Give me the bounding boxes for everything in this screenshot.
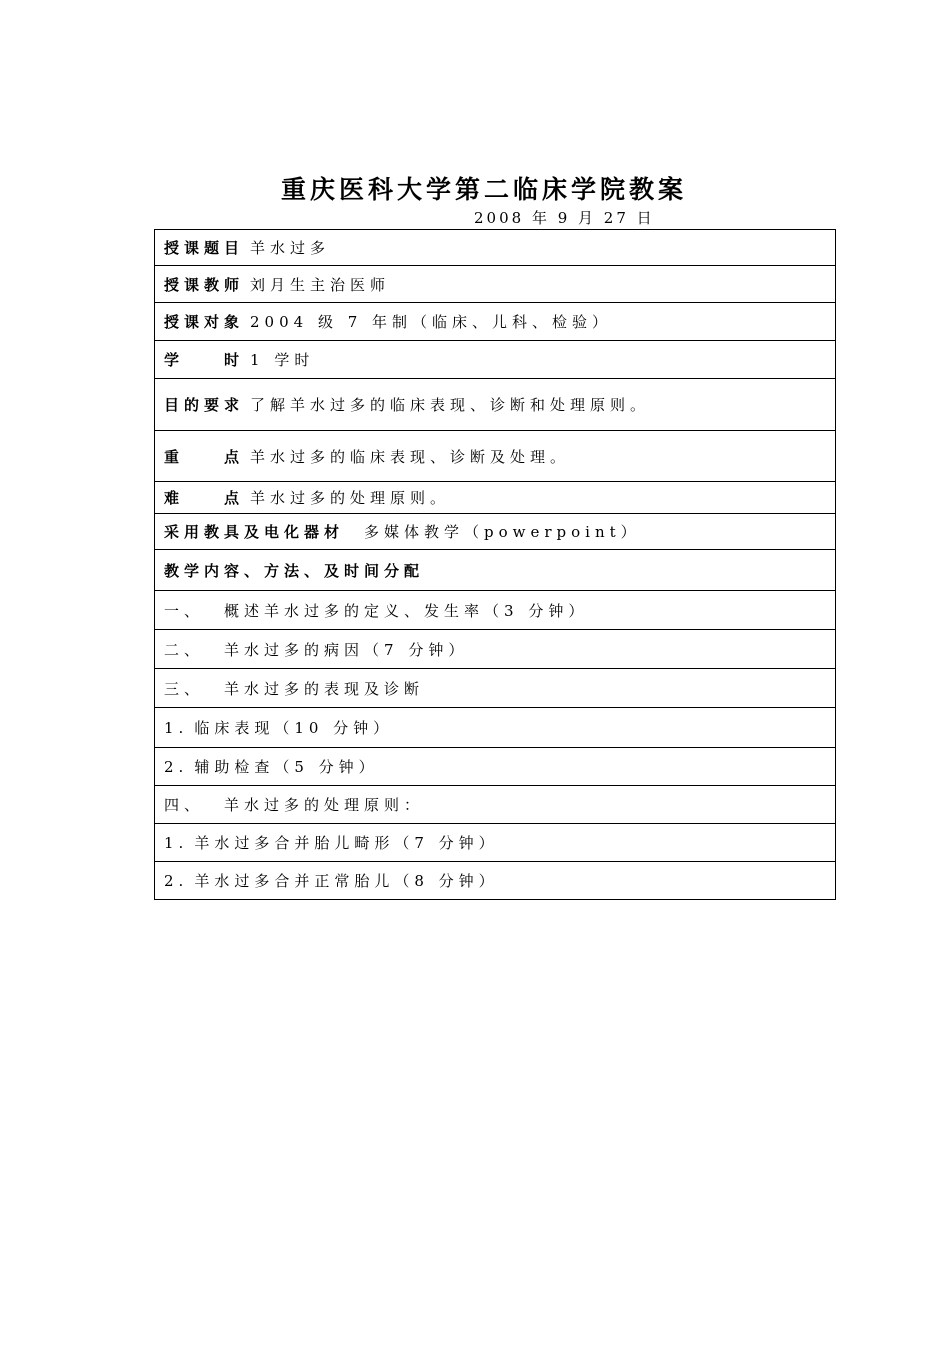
teacher-label: 授课教师 [164,275,245,294]
audience-value: 2004 级 7 年制（临床、儿科、检验） [250,313,613,331]
cell-section-3-2 [155,748,836,786]
row-section-3 [155,669,836,708]
section-4-2-number: 2. [164,872,189,890]
cell-section-1 [155,591,836,630]
row-hours [155,341,836,379]
row-tools [155,514,836,550]
audience-label: 授课对象 [164,313,245,331]
section-3-number: 三、 [164,679,205,698]
section-1-number: 一、 [164,601,205,620]
row-audience [155,303,836,341]
row-section-4 [155,786,836,824]
teacher-value: 刘月生主治医师 [250,275,391,294]
cell-hours [155,341,836,379]
row-content-header [155,550,836,591]
row-topic [155,230,836,266]
cell-topic [155,230,836,266]
section-3-text: 羊水过多的表现及诊断 [224,679,425,698]
section-1-text: 概述羊水过多的定义、发生率（3 分钟） [224,601,589,620]
topic-value: 羊水过多 [250,239,331,257]
cell-audience [155,303,836,341]
content-header: 教学内容、方法、及时间分配 [164,561,425,580]
cell-keypoint [155,431,836,482]
cell-section-4-2 [155,862,836,900]
cell-tools [155,514,836,550]
section-4-1-text: 羊水过多合并胎儿畸形（7 分钟） [194,834,499,852]
cell-objective [155,379,836,431]
row-section-1 [155,591,836,630]
section-3-1-number: 1. [164,719,189,737]
row-section-4-2 [155,862,836,900]
section-3-1-text: 临床表现（10 分钟） [194,719,394,737]
tools-label: 采用教具及电化器材 [164,523,345,541]
section-2-number: 二、 [164,640,205,659]
section-2-text: 羊水过多的病因（7 分钟） [224,640,469,659]
keypoint-value: 羊水过多的临床表现、诊断及处理。 [250,447,571,466]
row-section-4-1 [155,824,836,862]
difficulty-value: 羊水过多的处理原则。 [250,489,451,507]
row-objective [155,379,836,431]
cell-section-4 [155,786,836,824]
section-4-number: 四、 [164,796,205,814]
objective-value: 了解羊水过多的临床表现、诊断和处理原则。 [250,396,651,414]
lesson-plan-table [154,229,836,900]
document-title: 重庆医科大学第二临床学院教案 [280,175,687,204]
section-3-2-text: 辅助检查（5 分钟） [194,758,379,776]
row-section-3-2 [155,748,836,786]
hours-value: 1 学时 [250,351,315,369]
difficulty-label: 难 点 [164,489,245,507]
row-section-3-1 [155,708,836,748]
row-teacher [155,266,836,303]
cell-difficulty [155,482,836,514]
cell-section-3-1 [155,708,836,748]
cell-section-2 [155,630,836,669]
row-keypoint [155,431,836,482]
topic-label: 授课题目 [164,239,245,257]
objective-label: 目的要求 [164,396,245,414]
row-difficulty [155,482,836,514]
tools-value: 多媒体教学（powerpoint） [364,523,641,541]
row-section-2 [155,630,836,669]
hours-label: 学 时 [164,351,245,369]
section-4-1-number: 1. [164,834,189,852]
section-3-2-number: 2. [164,758,189,776]
keypoint-label: 重 点 [164,447,245,466]
section-4-2-text: 羊水过多合并正常胎儿（8 分钟） [194,872,499,890]
document-date: 2008 年 9 月 27 日 [474,209,655,227]
cell-content-header [155,550,836,591]
cell-teacher [155,266,836,303]
section-4-text: 羊水过多的处理原则： [224,796,425,814]
cell-section-3 [155,669,836,708]
cell-section-4-1 [155,824,836,862]
